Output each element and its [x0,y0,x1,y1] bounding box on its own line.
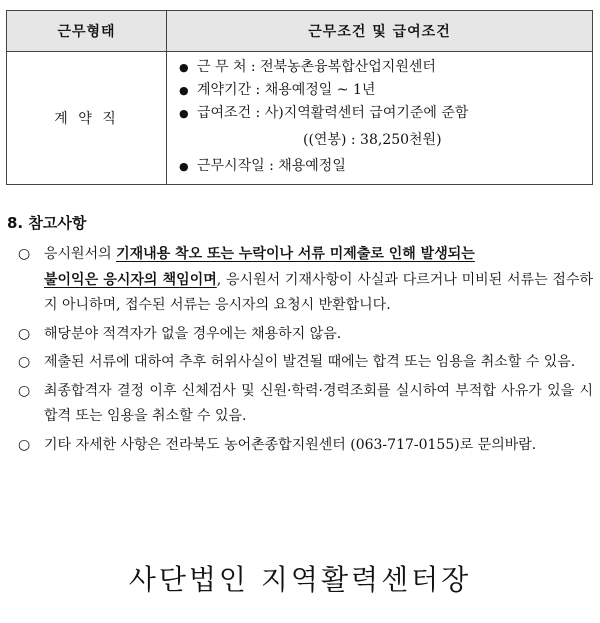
note-false-documents: ○ 제출된 서류에 대하여 추후 허위사실이 발견될 때에는 합격 또는 임용을 취소할 수 있음. [18,350,593,376]
note-final-check: ○ 최종합격자 결정 이후 신체검사 및 신원·학력·경력조회를 실시하여 부적합 사유가 있을 시 합격 또는 임용을 취소할 수 있음. [18,379,593,430]
notes-list [18,242,593,461]
circle-bullet: ○ [18,354,31,370]
issuer-signature: 사단법인 지역활력센터장 [128,563,472,596]
employment-type-value: 계 약 직 [7,52,167,185]
bullet-dot: ● [179,107,189,120]
bullet-dot: ● [179,84,189,97]
note-no-qualified: ○ 해당분야 적격자가 없을 경우에는 채용하지 않음. [18,322,593,348]
emphasis-text: 불이익은 응시자의 책임이며 [44,271,217,288]
header-employment-type: 근무형태 [7,11,167,52]
note-contact: ○ 기타 자세한 사항은 전라북도 농어촌종합지원센터 (063-717-0155)로 문의바람. [18,433,593,459]
circle-bullet: ○ [18,382,31,399]
bullet-dot: ● [179,61,189,74]
header-conditions: 근무조건 및 급여조건 [167,11,593,52]
condition-contract-period: ● 계약기간 : 채용예정일 ~ 1년 [177,79,592,102]
condition-workplace: ● 근 무 처 : 전북농촌융복합산업지원센터 [177,56,592,79]
bullet-dot: ● [179,160,189,173]
salary-amount: ((연봉) : 38,250천원) [303,132,442,148]
conditions-cell [167,52,593,185]
circle-bullet: ○ [18,436,31,453]
emphasis-text: 기재내용 착오 또는 누락이나 서류 미제출로 인해 발생되는 [116,246,475,262]
section-title: 8. 참고사항 [7,214,87,232]
condition-start-date: ● 근무시작일 : 채용예정일 [177,155,592,178]
note-application-responsibility: ○ 응시원서의 기재내용 착오 또는 누락이나 서류 미제출로 인해 발생되는 불이익은 응시자의 책임이며, 응시원서 기재사항이 사실과 다르거나 미비된 서류는 접수하지 아니하며, 접수된 서류는 응시자의 요청시 반환합니다. [18,242,593,319]
circle-bullet: ○ [18,246,31,262]
employment-conditions-table [6,10,593,185]
condition-salary: ● 급여조건 : 사)지역활력센터 급여기준에 준함 [177,102,592,125]
circle-bullet: ○ [18,325,31,342]
